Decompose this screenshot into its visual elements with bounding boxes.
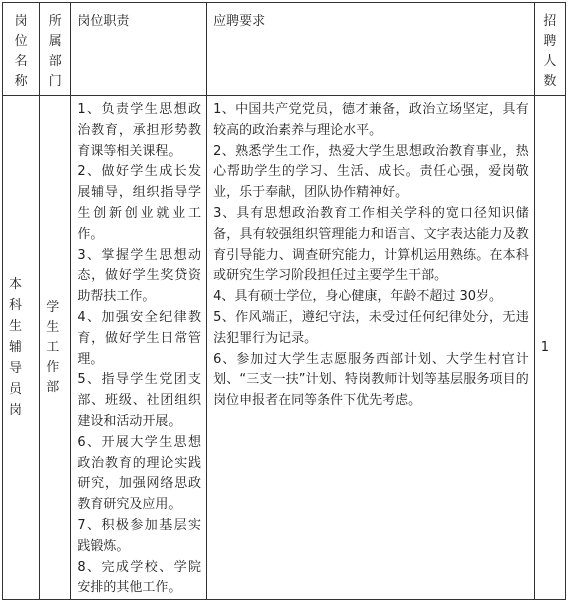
header-position bbox=[3, 3, 40, 96]
department-name: 学生工作部 bbox=[46, 299, 61, 395]
requirement-item: 5、作风端正，遵纪守法，未受过任何纪律处分，无违法犯罪行为记录。 bbox=[213, 309, 529, 346]
duty-item: 2、做好学生成长发展辅导，组织指导学生创新创业就业工作。 bbox=[77, 164, 202, 242]
header-requirements bbox=[207, 3, 535, 96]
requirement-item: 1、中国共产党党员，德才兼备，政治立场坚定，具有较高的政治素养与理论水平。 bbox=[213, 102, 529, 138]
duty-item: 8、完成学校、学院安排的其他工作。 bbox=[77, 559, 202, 596]
requirement-item: 4、具有硕士学位，身心健康，年龄不超过 30岁。 bbox=[213, 289, 503, 305]
header-count bbox=[534, 3, 565, 96]
duty-item: 3、掌握学生思想动态，做好学生奖贷资助帮扶工作。 bbox=[77, 247, 202, 305]
duty-item: 7、积极参加基层实践锻炼。 bbox=[77, 517, 202, 554]
duties-cell bbox=[71, 96, 207, 600]
requirement-item: 6、参加过大学生志愿服务西部计划、大学生村官计划、“三支一扶”计划、特岗教师计划等基层服务项目的岗位申报者在同等条件下优先考虑。 bbox=[213, 351, 529, 409]
table-row bbox=[3, 96, 566, 600]
duty-item: 4、加强安全纪律教育，做好学生日常管理。 bbox=[77, 309, 202, 367]
job-requirements-table bbox=[2, 2, 566, 600]
duty-item: 5、指导学生党团支部、班级、社团组织建设和活动开展。 bbox=[77, 372, 202, 429]
header-position-text: 岗位名称 bbox=[14, 14, 29, 89]
requirements-cell bbox=[207, 96, 535, 600]
header-duties-text: 岗位职责 bbox=[77, 14, 130, 29]
position-cell bbox=[3, 96, 40, 600]
count-cell bbox=[534, 96, 565, 600]
duty-item: 6、开展大学生思想政治教育的理论实践研究，加强网络思政教育研究及应用。 bbox=[77, 434, 202, 513]
duty-item: 1、负责学生思想政治教育，承担形势教育课等相关课程。 bbox=[77, 102, 202, 159]
position-name: 本科生辅导员岗 bbox=[9, 277, 24, 419]
requirement-item: 2、熟悉学生工作，热爱大学生思想政治教育事业，热心帮助学生的学习、生活、成长。责任心强，爱岗敬业，乐于奉献，团队协作精神好。 bbox=[213, 143, 529, 201]
header-requirements-text: 应聘要求 bbox=[213, 14, 266, 29]
duties-list bbox=[77, 100, 201, 599]
header-count-text: 招聘人数 bbox=[543, 14, 558, 89]
hiring-count: 1 bbox=[540, 340, 550, 356]
header-department bbox=[40, 3, 71, 96]
department-cell bbox=[40, 96, 71, 600]
requirements-list bbox=[213, 100, 529, 412]
table-header-row bbox=[3, 3, 566, 96]
requirement-item: 3、具有思想政治教育工作相关学科的宽口径知识储备，具有较强组织管理能力和语言、文字表达能力及教育引导能力、调查研究能力，计算机运用熟练。在本科或研究生学习阶段担任过主要学生干部。 bbox=[213, 205, 529, 284]
header-department-text: 所属部门 bbox=[48, 14, 63, 89]
header-duties bbox=[71, 3, 207, 96]
